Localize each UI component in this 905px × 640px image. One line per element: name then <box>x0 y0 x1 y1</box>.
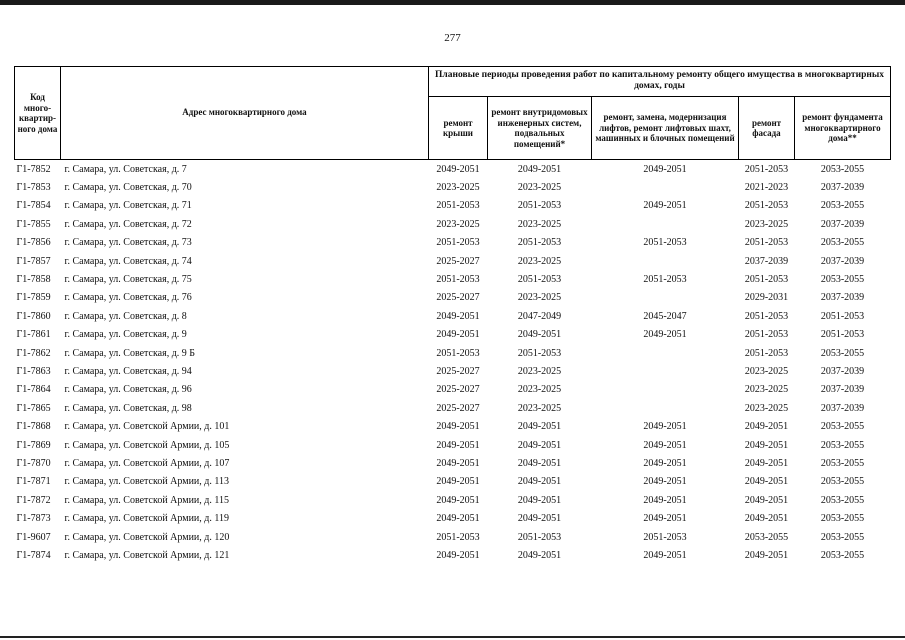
cell-facade: 2023-2025 <box>744 402 789 414</box>
cell-facade: 2023-2025 <box>744 218 789 230</box>
cell-roof: 2049-2051 <box>436 513 480 525</box>
table-row <box>15 326 891 344</box>
cell-roof: 2049-2051 <box>436 439 480 451</box>
cell-elevators: 2049-2051 <box>643 439 687 451</box>
cell-foundation: 2053-2055 <box>820 237 865 249</box>
repair-schedule-table-wrapper <box>14 66 891 565</box>
cell-foundation: 2051-2053 <box>820 310 865 322</box>
cell-foundation: 2037-2039 <box>820 255 865 267</box>
cell-address: г. Самара, ул. Советской Армии, д. 119 <box>64 513 229 525</box>
cell-code: Г1-7869 <box>16 439 51 451</box>
cell-address: г. Самара, ул. Советской Армии, д. 120 <box>64 531 230 543</box>
cell-address: г. Самара, ул. Советская, д. 76 <box>64 292 192 304</box>
cell-systems: 2051-2053 <box>517 200 562 212</box>
cell-facade: 2037-2039 <box>744 255 789 267</box>
cell-address: г. Самара, ул. Советской Армии, д. 115 <box>64 494 229 506</box>
cell-roof: 2049-2051 <box>436 494 480 506</box>
cell-elevators: 2051-2053 <box>643 274 687 286</box>
cell-systems: 2023-2025 <box>517 384 562 396</box>
cell-code: Г1-7871 <box>16 476 51 488</box>
cell-address: г. Самара, ул. Советская, д. 8 <box>64 310 187 322</box>
cell-address: г. Самара, ул. Советская, д. 9 <box>64 329 187 341</box>
cell-roof: 2051-2053 <box>436 237 480 249</box>
cell-facade: 2053-2055 <box>744 531 789 543</box>
cell-systems: 2049-2051 <box>517 329 562 341</box>
cell-address: г. Самара, ул. Советская, д. 94 <box>64 365 192 377</box>
cell-elevators <box>592 215 739 233</box>
cell-foundation: 2053-2055 <box>820 163 865 175</box>
table-row <box>15 234 891 252</box>
cell-facade: 2051-2053 <box>744 200 789 212</box>
table-row <box>15 381 891 399</box>
cell-roof: 2025-2027 <box>436 365 480 377</box>
cell-systems: 2023-2025 <box>517 365 562 377</box>
table-row <box>15 473 891 491</box>
cell-address: г. Самара, ул. Советская, д. 72 <box>64 218 192 230</box>
table-row <box>15 491 891 509</box>
table-row <box>15 546 891 564</box>
cell-address: г. Самара, ул. Советской Армии, д. 113 <box>64 476 229 488</box>
cell-code: Г1-7861 <box>16 329 51 341</box>
cell-foundation: 2053-2055 <box>820 457 865 469</box>
cell-foundation: 2053-2055 <box>820 531 865 543</box>
cell-elevators: 2049-2051 <box>643 494 687 506</box>
cell-facade: 2049-2051 <box>744 421 789 433</box>
cell-foundation: 2053-2055 <box>820 274 865 286</box>
cell-roof: 2049-2051 <box>436 163 480 175</box>
header-address: Адрес многоквартирного дома <box>61 67 429 160</box>
table-row <box>15 417 891 435</box>
cell-address: г. Самара, ул. Советской Армии, д. 107 <box>64 457 230 469</box>
cell-code: Г1-7870 <box>16 457 51 469</box>
cell-systems: 2051-2053 <box>517 274 562 286</box>
header-code: Код много-квартир-ного дома <box>15 67 61 160</box>
table-row <box>15 178 891 196</box>
table-row <box>15 399 891 417</box>
cell-systems: 2049-2051 <box>517 476 562 488</box>
table-row <box>15 215 891 233</box>
cell-systems: 2023-2025 <box>517 182 562 194</box>
cell-systems: 2023-2025 <box>517 292 562 304</box>
table-body <box>15 160 891 565</box>
cell-elevators: 2049-2051 <box>643 329 687 341</box>
cell-roof: 2049-2051 <box>436 457 480 469</box>
table-row <box>15 528 891 546</box>
cell-facade: 2049-2051 <box>744 549 789 561</box>
cell-address: г. Самара, ул. Советской Армии, д. 121 <box>64 549 230 561</box>
cell-address: г. Самара, ул. Советская, д. 74 <box>64 255 192 267</box>
cell-address: г. Самара, ул. Советской Армии, д. 101 <box>64 421 230 433</box>
cell-code: Г1-7859 <box>16 292 51 304</box>
table-row <box>15 454 891 472</box>
cell-foundation: 2053-2055 <box>820 439 865 451</box>
cell-foundation: 2051-2053 <box>820 329 865 341</box>
cell-elevators <box>592 289 739 307</box>
cell-roof: 2049-2051 <box>436 421 480 433</box>
cell-foundation: 2037-2039 <box>820 182 865 194</box>
cell-elevators <box>592 178 739 196</box>
cell-roof: 2025-2027 <box>436 292 480 304</box>
cell-facade: 2029-2031 <box>744 292 789 304</box>
bottom-scan-border <box>0 636 905 638</box>
cell-roof: 2049-2051 <box>436 549 480 561</box>
page-number: 277 <box>444 32 461 44</box>
cell-facade: 2049-2051 <box>744 476 789 488</box>
cell-address: г. Самара, ул. Советская, д. 9 Б <box>64 347 196 359</box>
cell-roof: 2023-2025 <box>436 182 480 194</box>
cell-foundation: 2037-2039 <box>820 402 865 414</box>
cell-elevators: 2049-2051 <box>643 476 687 488</box>
table-header <box>15 67 891 160</box>
cell-code: Г1-7863 <box>16 365 51 377</box>
cell-facade: 2051-2053 <box>744 329 789 341</box>
cell-elevators <box>592 399 739 417</box>
header-elevators: ремонт, замена, модернизация лифтов, ремонт лифтовых шахт, машинных и блочных помещений <box>592 97 739 160</box>
cell-code: Г1-7858 <box>16 274 51 286</box>
cell-elevators: 2049-2051 <box>643 163 687 175</box>
cell-address: г. Самара, ул. Советская, д. 71 <box>64 200 192 212</box>
cell-address: г. Самара, ул. Советская, д. 96 <box>64 384 192 396</box>
cell-elevators <box>592 381 739 399</box>
cell-facade: 2023-2025 <box>744 384 789 396</box>
cell-code: Г1-7852 <box>16 163 51 175</box>
cell-systems: 2047-2049 <box>517 310 562 322</box>
cell-elevators: 2049-2051 <box>643 200 687 212</box>
cell-facade: 2051-2053 <box>744 274 789 286</box>
cell-facade: 2049-2051 <box>744 439 789 451</box>
cell-code: Г1-7872 <box>16 494 51 506</box>
cell-code: Г1-7856 <box>16 237 51 249</box>
cell-facade: 2051-2053 <box>744 310 789 322</box>
table-row <box>15 436 891 454</box>
cell-roof: 2051-2053 <box>436 347 480 359</box>
cell-code: Г1-7860 <box>16 310 51 322</box>
cell-systems: 2049-2051 <box>517 421 562 433</box>
table-row <box>15 362 891 380</box>
table-row <box>15 509 891 527</box>
cell-code: Г1-7857 <box>16 255 51 267</box>
cell-systems: 2049-2051 <box>517 513 562 525</box>
table-row <box>15 252 891 270</box>
cell-foundation: 2053-2055 <box>820 421 865 433</box>
cell-systems: 2023-2025 <box>517 218 562 230</box>
cell-code: Г1-7853 <box>16 182 51 194</box>
cell-systems: 2023-2025 <box>517 255 562 267</box>
header-roof: ремонт крыши <box>429 97 488 160</box>
repair-schedule-table <box>14 66 891 565</box>
cell-foundation: 2053-2055 <box>820 494 865 506</box>
cell-foundation: 2037-2039 <box>820 218 865 230</box>
table-row <box>15 344 891 362</box>
cell-foundation: 2053-2055 <box>820 513 865 525</box>
header-foundation: ремонт фундамента многоквартирного дома** <box>795 97 891 160</box>
cell-facade: 2049-2051 <box>744 457 789 469</box>
cell-elevators <box>592 362 739 380</box>
cell-systems: 2049-2051 <box>517 494 562 506</box>
cell-code: Г1-7865 <box>16 402 51 414</box>
cell-facade: 2051-2053 <box>744 347 789 359</box>
cell-systems: 2023-2025 <box>517 402 562 414</box>
cell-elevators: 2049-2051 <box>643 513 687 525</box>
cell-code: Г1-7854 <box>16 200 51 212</box>
cell-code: Г1-9607 <box>16 531 51 543</box>
cell-roof: 2049-2051 <box>436 310 480 322</box>
cell-elevators: 2051-2053 <box>643 237 687 249</box>
cell-elevators: 2049-2051 <box>643 549 687 561</box>
cell-address: г. Самара, ул. Советская, д. 98 <box>64 402 192 414</box>
cell-systems: 2051-2053 <box>517 237 562 249</box>
cell-address: г. Самара, ул. Советская, д. 75 <box>64 274 192 286</box>
cell-address: г. Самара, ул. Советская, д. 73 <box>64 237 192 249</box>
cell-code: Г1-7862 <box>16 347 51 359</box>
cell-elevators: 2051-2053 <box>643 531 687 543</box>
cell-code: Г1-7874 <box>16 549 51 561</box>
cell-roof: 2025-2027 <box>436 384 480 396</box>
cell-roof: 2049-2051 <box>436 329 480 341</box>
cell-address: г. Самара, ул. Советской Армии, д. 105 <box>64 439 230 451</box>
cell-systems: 2049-2051 <box>517 457 562 469</box>
header-facade: ремонт фасада <box>739 97 795 160</box>
cell-roof: 2051-2053 <box>436 274 480 286</box>
cell-systems: 2049-2051 <box>517 439 562 451</box>
cell-foundation: 2053-2055 <box>820 347 865 359</box>
cell-roof: 2025-2027 <box>436 402 480 414</box>
cell-roof: 2023-2025 <box>436 218 480 230</box>
cell-elevators: 2049-2051 <box>643 457 687 469</box>
cell-foundation: 2053-2055 <box>820 200 865 212</box>
cell-elevators: 2049-2051 <box>643 421 687 433</box>
cell-foundation: 2037-2039 <box>820 384 865 396</box>
header-systems: ремонт внутридомовых инженерных систем, подвальных помещений* <box>488 97 592 160</box>
cell-code: Г1-7868 <box>16 421 51 433</box>
cell-foundation: 2053-2055 <box>820 549 865 561</box>
cell-elevators <box>592 252 739 270</box>
cell-systems: 2049-2051 <box>517 163 562 175</box>
table-row <box>15 289 891 307</box>
cell-facade: 2021-2023 <box>744 182 789 194</box>
cell-code: Г1-7864 <box>16 384 51 396</box>
cell-foundation: 2037-2039 <box>820 292 865 304</box>
cell-foundation: 2037-2039 <box>820 365 865 377</box>
table-row <box>15 307 891 325</box>
table-row <box>15 270 891 288</box>
cell-address: г. Самара, ул. Советская, д. 70 <box>64 182 192 194</box>
cell-facade: 2051-2053 <box>744 237 789 249</box>
cell-systems: 2051-2053 <box>517 531 562 543</box>
cell-systems: 2049-2051 <box>517 549 562 561</box>
cell-elevators: 2045-2047 <box>643 310 687 322</box>
cell-foundation: 2053-2055 <box>820 476 865 488</box>
cell-code: Г1-7873 <box>16 513 51 525</box>
cell-facade: 2049-2051 <box>744 513 789 525</box>
cell-facade: 2049-2051 <box>744 494 789 506</box>
cell-facade: 2051-2053 <box>744 163 789 175</box>
cell-roof: 2051-2053 <box>436 200 480 212</box>
table-row <box>15 160 891 179</box>
cell-roof: 2049-2051 <box>436 476 480 488</box>
cell-roof: 2025-2027 <box>436 255 480 267</box>
cell-roof: 2051-2053 <box>436 531 480 543</box>
cell-address: г. Самара, ул. Советская, д. 7 <box>64 163 187 175</box>
cell-facade: 2023-2025 <box>744 365 789 377</box>
cell-systems: 2051-2053 <box>517 347 562 359</box>
cell-code: Г1-7855 <box>16 218 51 230</box>
cell-elevators <box>592 344 739 362</box>
header-planned-periods: Плановые периоды проведения работ по капитальному ремонту общего имущества в многоквартирных домах, годы <box>429 67 891 97</box>
table-row <box>15 197 891 215</box>
top-scan-border <box>0 0 905 5</box>
